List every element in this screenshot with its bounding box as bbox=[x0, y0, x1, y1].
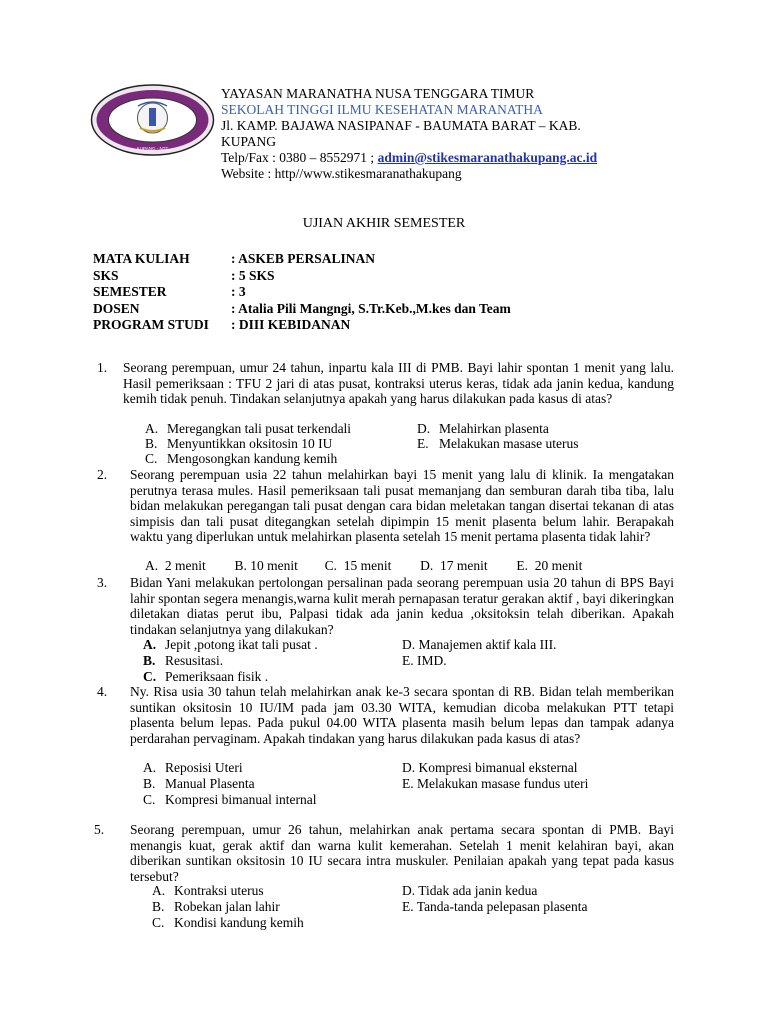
question-number: 5. bbox=[94, 822, 105, 837]
contact-line bbox=[221, 150, 661, 166]
option-c: C. 15 menit bbox=[324, 558, 392, 573]
email-link[interactable]: admin@stikesmaranathakupang.ac.id bbox=[377, 150, 598, 165]
question-3 bbox=[97, 575, 674, 637]
info-key: DOSEN bbox=[93, 300, 140, 316]
question-4 bbox=[97, 684, 674, 762]
school-logo-icon bbox=[90, 84, 215, 156]
option-a: A. 2 menit bbox=[145, 558, 206, 573]
info-value: : Atalia Pili Mangngi, S.Tr.Keb.,M.kes dan Team bbox=[231, 300, 511, 316]
option-d: D. 17 menit bbox=[420, 558, 488, 573]
option-b: B. Manual Plasenta bbox=[143, 776, 255, 791]
option-c: C. Mengosongkan kandung kemih bbox=[145, 451, 338, 466]
course-info bbox=[93, 251, 511, 334]
question-2 bbox=[97, 467, 674, 561]
option-a: A. Meregangkan tali pusat terkendali bbox=[145, 421, 352, 436]
question-number: 3. bbox=[97, 575, 108, 590]
question-text: Seorang perempuan usia 22 tahun melahirkan bayi 15 menit yang lalu di klinik. Ia mengatakan perutnya terasa mules. Hasil pemeriksaan tali pusat memanjang dan semburan darah tiba tiba, lalu bidan melakukan peregangan tali pusat dengan cara bidan meletakan tangan disertai tekanan di atas simpisis dan tali pusat ditegangkan setelah dipimpin 15 menit plasenta belum lahir. Berapakah waktu yang diperlukan untuk melahirkan plasenta setelah 15 menit pertama plasenta tidak lahir? bbox=[130, 467, 674, 545]
info-value: : DIII KEBIDANAN bbox=[231, 317, 351, 333]
svg-text:KUPANG - NTT: KUPANG - NTT bbox=[136, 146, 169, 151]
option-b: B. Resusitasi. bbox=[143, 653, 224, 668]
info-key: SEMESTER bbox=[93, 284, 167, 300]
option-c: C. Pemeriksaan fisik . bbox=[143, 669, 269, 684]
question-text: Ny. Risa usia 30 tahun telah melahirkan anak ke-3 secara spontan di RB. Bidan telah memberikan suntikan oksitosin 10 IU/IM pada jam 03.30 WITA, kemudian dicoba melakukan PTT tetapi plasenta belum lepas. Pada pukul 04.00 WITA plasenta masih belum lepas dan tampak adanya perdarahan pervaginam. Apakah tindakan yang harus dilakukan pada kasus di atas? bbox=[130, 684, 674, 746]
question-text: Seorang perempuan, umur 24 tahun, inpartu kala III di PMB. Bayi lahir spontan 1 menit yang lalu. Hasil pemeriksaan : TFU 2 jari di atas pusat, kontraksi uterus keras, tidak ada janin kedua, kandung kemih tidak penuh. Tindakan selanjutnya apakah yang harus dilakukan pada kasus di atas? bbox=[123, 360, 674, 407]
address-line-1: Jl. KAMP. BAJAWA NASIPANAF - BAUMATA BARAT – KAB. bbox=[221, 118, 581, 133]
school-name: SEKOLAH TINGGI ILMU KESEHATAN MARANATHA bbox=[221, 102, 543, 117]
website-line: Website : http//www.stikesmaranathakupang bbox=[221, 166, 462, 181]
institution-header bbox=[221, 86, 661, 182]
option-e: E. Tanda-tanda pelepasan plasenta bbox=[402, 899, 588, 914]
question-number: 2. bbox=[97, 467, 108, 482]
exam-title: UJIAN AKHIR SEMESTER bbox=[302, 216, 466, 231]
option-d: D. Kompresi bimanual eksternal bbox=[402, 760, 578, 775]
option-a: A. Kontraksi uterus bbox=[152, 883, 264, 898]
info-row bbox=[93, 284, 511, 301]
option-e: E. Melakukan masase uterus bbox=[417, 436, 579, 451]
option-c: C. Kondisi kandung kemih bbox=[152, 915, 304, 930]
info-value: : 3 bbox=[231, 284, 246, 300]
option-b: B. Robekan jalan lahir bbox=[152, 899, 280, 914]
option-a: A. Reposisi Uteri bbox=[143, 760, 243, 775]
question-text: Bidan Yani melakukan pertolongan persalinan pada seorang perempuan usia 20 tahun di BPS Bayi lahir spontan segera menangis,warna kulit merah pernapasan teratur gerakan aktif , bayi dikeringkan diletakan diatas perut ibu, Palpasi tidak ada janin kedua ,oksitoksin telah diberikan. Apakah tindakan selanjutnya yang dilakukan? bbox=[130, 575, 674, 637]
info-row bbox=[93, 317, 511, 334]
info-row bbox=[93, 268, 511, 285]
option-row bbox=[145, 558, 582, 574]
address-line-2: KUPANG bbox=[221, 134, 277, 149]
option-e: E. 20 menit bbox=[516, 558, 583, 573]
info-row bbox=[93, 251, 511, 268]
foundation-name: YAYASAN MARANATHA NUSA TENGGARA TIMUR bbox=[221, 86, 535, 101]
info-key: PROGRAM STUDI bbox=[93, 317, 209, 333]
option-d: D. Melahirkan plasenta bbox=[417, 421, 549, 436]
question-5 bbox=[94, 822, 674, 884]
option-e: E. IMD. bbox=[402, 653, 447, 668]
question-number: 4. bbox=[97, 684, 108, 699]
phone-text: Telp/Fax : 0380 – 8552971 ; bbox=[221, 150, 378, 165]
question-number: 1. bbox=[97, 360, 108, 375]
info-key: SKS bbox=[93, 267, 119, 283]
option-b: B. 10 menit bbox=[234, 558, 298, 573]
info-key: MATA KULIAH bbox=[93, 251, 190, 266]
info-value: : 5 SKS bbox=[231, 267, 275, 283]
option-b: B. Menyuntikkan oksitosin 10 IU bbox=[145, 436, 333, 451]
question-1 bbox=[97, 360, 674, 422]
option-d: D. Tidak ada janin kedua bbox=[402, 883, 538, 898]
option-e: E. Melakukan masase fundus uteri bbox=[402, 776, 589, 791]
option-d: D. Manajemen aktif kala III. bbox=[402, 637, 557, 652]
info-value: : ASKEB PERSALINAN bbox=[231, 251, 376, 266]
option-a: A. Jepit ,potong ikat tali pusat . bbox=[143, 637, 318, 652]
option-c: C. Kompresi bimanual internal bbox=[143, 792, 317, 807]
question-text: Seorang perempuan, umur 26 tahun, melahirkan anak pertama secara spontan di PMB. Bayi menangis kuat, gerak aktif dan warna kulit kemerahan. Setelah 1 menit kelahiran bayi, akan diberikan suntikan oksitosin 10 IU secara intra muskuler. Penilaian apakah yang tepat pada kasus tersebut? bbox=[130, 822, 674, 884]
info-row bbox=[93, 301, 511, 318]
